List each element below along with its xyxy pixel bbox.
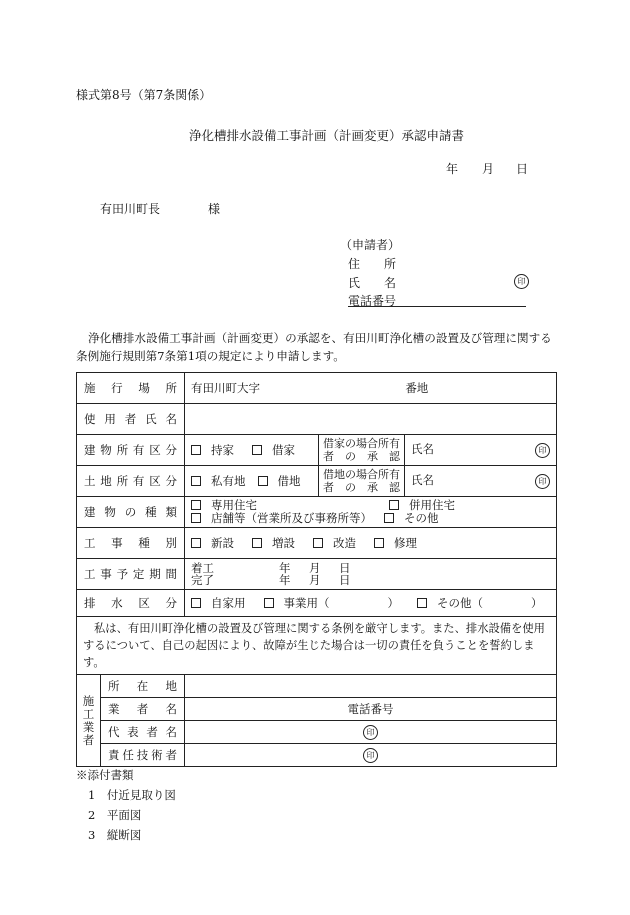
contractor-location-row bbox=[77, 675, 557, 698]
other-use-close: ） bbox=[531, 595, 543, 610]
document-title: 浄化槽排水設備工事計画（計画変更）承認申請書 bbox=[189, 128, 465, 143]
building-type-options bbox=[185, 497, 557, 528]
contractor-phone-label: 電話番号 bbox=[347, 701, 394, 716]
applicant-address-label: 住 所 bbox=[348, 257, 397, 271]
building-owner-consent-label: 借家の場合所有者の承認 bbox=[319, 435, 405, 466]
business-use-close: ） bbox=[387, 595, 399, 610]
option-business-use: 事業用（ bbox=[283, 595, 330, 610]
schedule-row bbox=[77, 559, 557, 590]
option-expansion: 増設 bbox=[272, 535, 295, 550]
option-shop: 店舗等（営業所及び事務所等） bbox=[211, 511, 372, 525]
contractor-company-row bbox=[77, 698, 557, 721]
schedule-start-year: 年 bbox=[279, 560, 291, 575]
site-banchi: 番地 bbox=[405, 380, 429, 395]
land-ownership-options bbox=[185, 466, 319, 497]
attachment-item-2: 2 平面図 bbox=[88, 808, 142, 822]
user-row bbox=[77, 404, 557, 435]
building-owner-seal-icon: 印 bbox=[535, 443, 550, 458]
option-leased-land: 借地 bbox=[277, 473, 301, 488]
drainage-options bbox=[185, 590, 557, 617]
building-ownership-options bbox=[185, 435, 319, 466]
contractor-rep-label: 代表者名 bbox=[101, 721, 185, 744]
attachment-item-1: 1 付近見取り図 bbox=[88, 788, 176, 802]
checkbox-remodel[interactable] bbox=[313, 538, 323, 548]
land-owner-consent-label: 借地の場合所有者の承認 bbox=[319, 466, 405, 497]
building-ownership-row bbox=[77, 435, 557, 466]
addressee-name: 有田川町長 bbox=[100, 202, 161, 216]
contractor-vertical-label bbox=[77, 675, 101, 767]
option-combined-house: 併用住宅 bbox=[409, 498, 455, 512]
option-private-use: 自家用 bbox=[211, 595, 246, 610]
checkbox-business-use[interactable] bbox=[264, 598, 274, 608]
contractor-engineer-row bbox=[77, 744, 557, 767]
date-day: 日 bbox=[516, 162, 529, 176]
checkbox-private-use[interactable] bbox=[191, 598, 201, 608]
attachments-heading: ※添付書類 bbox=[76, 768, 134, 782]
work-type-row bbox=[77, 528, 557, 559]
site-field[interactable] bbox=[185, 373, 557, 404]
contractor-company-field[interactable] bbox=[185, 698, 557, 721]
schedule-start-month: 月 bbox=[309, 560, 321, 575]
schedule-end-label: 完了 bbox=[191, 573, 214, 587]
date-month: 月 bbox=[482, 162, 495, 176]
addressee-honorific: 様 bbox=[208, 202, 221, 216]
building-owner-name-field[interactable] bbox=[405, 435, 557, 466]
schedule-start-label: 着工 bbox=[191, 560, 214, 575]
contractor-company-label: 業者名 bbox=[101, 698, 185, 721]
user-label: 使用者氏名 bbox=[77, 404, 185, 435]
site-label: 施行場所 bbox=[77, 373, 185, 404]
work-type-label: 工事種別 bbox=[77, 528, 185, 559]
drainage-row bbox=[77, 590, 557, 617]
schedule-end-year: 年 bbox=[279, 573, 291, 587]
option-rented-house: 借家 bbox=[272, 442, 295, 457]
contractor-location-label: 所在地 bbox=[101, 675, 185, 698]
building-owner-name-label: 氏名 bbox=[411, 441, 434, 456]
checkbox-dedicated-house[interactable] bbox=[191, 500, 201, 510]
option-other-use: その他（ bbox=[437, 595, 483, 610]
checkbox-expansion[interactable] bbox=[252, 538, 262, 548]
building-type-row bbox=[77, 497, 557, 528]
option-other-building: その他 bbox=[404, 511, 439, 525]
schedule-start-day: 日 bbox=[339, 560, 351, 575]
schedule-end-day: 日 bbox=[339, 573, 351, 587]
applicant-name-label: 氏 名 bbox=[348, 276, 397, 290]
site-row bbox=[77, 373, 557, 404]
contractor-location-field[interactable] bbox=[185, 675, 557, 698]
option-repair: 修理 bbox=[394, 535, 417, 550]
checkbox-owned-house[interactable] bbox=[191, 445, 201, 455]
intro-text: 浄化槽排水設備工事計画（計画変更）の承認を、有田川町浄化槽の設置及び管理に関する条例施行規則第7条第1項の規定により申請します。 bbox=[76, 331, 552, 363]
schedule-fields[interactable] bbox=[185, 559, 557, 590]
contractor-char-1: 施 bbox=[82, 693, 95, 708]
checkbox-repair[interactable] bbox=[374, 538, 384, 548]
declaration-text bbox=[77, 617, 557, 675]
checkbox-other-building[interactable] bbox=[384, 513, 394, 523]
form-number: 様式第8号（第7条関係） bbox=[76, 88, 212, 102]
land-ownership-label: 土地所有区分 bbox=[77, 466, 185, 497]
application-table bbox=[76, 372, 557, 767]
contractor-rep-field[interactable] bbox=[185, 721, 557, 744]
checkbox-private-land[interactable] bbox=[191, 476, 201, 486]
building-ownership-label: 建物所有区分 bbox=[77, 435, 185, 466]
building-type-label: 建物の種類 bbox=[77, 497, 185, 528]
checkbox-leased-land[interactable] bbox=[258, 476, 268, 486]
contractor-engineer-label: 責任技術者 bbox=[101, 744, 185, 767]
land-ownership-row bbox=[77, 466, 557, 497]
land-owner-name-field[interactable] bbox=[405, 466, 557, 497]
date-year: 年 bbox=[446, 162, 459, 176]
contractor-char-2: 工 bbox=[82, 706, 95, 721]
contractor-rep-seal-icon: 印 bbox=[363, 725, 378, 740]
applicant-phone-underline bbox=[348, 306, 526, 307]
work-type-options bbox=[185, 528, 557, 559]
option-remodel: 改造 bbox=[333, 535, 356, 550]
schedule-end-month: 月 bbox=[309, 573, 321, 587]
checkbox-combined-house[interactable] bbox=[389, 500, 399, 510]
option-private-land: 私有地 bbox=[211, 473, 246, 488]
option-new: 新設 bbox=[211, 535, 234, 550]
checkbox-new[interactable] bbox=[191, 538, 201, 548]
declaration-body: 私は、有田川町浄化槽の設置及び管理に関する条例を厳守します。また、排水設備を使用するについて、自己の起因により、故障が生じた場合は一切の責任を負うことを誓約します。 bbox=[83, 622, 545, 669]
drainage-label: 排水区分 bbox=[77, 590, 185, 617]
land-owner-name-label: 氏名 bbox=[411, 472, 434, 487]
applicant-phone-label: 電話番号 bbox=[348, 294, 397, 308]
attachment-item-3: 3 縦断図 bbox=[88, 828, 142, 842]
schedule-label: 工事予定期間 bbox=[77, 559, 185, 590]
applicant-heading: （申請者） bbox=[340, 238, 401, 252]
option-dedicated-house: 専用住宅 bbox=[211, 498, 257, 512]
contractor-char-3: 業 bbox=[82, 719, 95, 734]
checkbox-shop[interactable] bbox=[191, 513, 201, 523]
contractor-char-4: 者 bbox=[82, 732, 95, 747]
land-owner-seal-icon: 印 bbox=[535, 474, 550, 489]
checkbox-other-use[interactable] bbox=[417, 598, 427, 608]
declaration-row bbox=[77, 617, 557, 675]
user-field[interactable] bbox=[185, 404, 557, 435]
applicant-seal-icon: 印 bbox=[514, 274, 529, 289]
contractor-rep-row bbox=[77, 721, 557, 744]
site-town: 有田川町大字 bbox=[191, 380, 260, 395]
checkbox-rented-house[interactable] bbox=[252, 445, 262, 455]
contractor-engineer-seal-icon: 印 bbox=[363, 748, 378, 763]
option-owned-house: 持家 bbox=[211, 442, 234, 457]
contractor-engineer-field[interactable] bbox=[185, 744, 557, 767]
